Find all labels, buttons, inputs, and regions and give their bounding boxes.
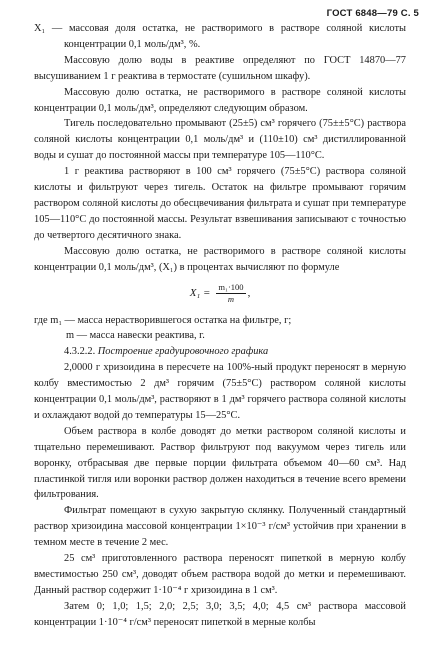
formula-numerator: m₁·100 (218, 282, 244, 292)
formula-x1 (34, 278, 406, 310)
formula-suffix: , (247, 286, 251, 299)
paragraph-chrysoidine-prep: 2,0000 г хризоидина в пересчете на 100%-ный продукт переносят в мерную колбу вместимостью 2 дм³ горячим (75±5°С) раствором соляной кислоты концентрации 0,1 моль/дм³, растворяют в 1 дм³ горячего раствора соляной кислоты и охлаждают водой до температуры 15—25°С. (34, 362, 406, 421)
paragraph-crucible-wash: Тигель последовательно промывают (25±5) см³ горячего (75±±5°С) раствора соляной кислоты концентрации 0,1 моль/дм³ и (110±10) см³ дистиллированной воды и сушат до постоянной массы при температуре 105—110°С. (34, 118, 406, 162)
paragraph-dissolve-reagent: 1 г реактива растворяют в 100 см³ горячего (75±5°С) раствора соляной кислоты и фильтруют через тигель. Остаток на фильтре промывают горячим раствором соляной кислоты до обесцвечивания фильтрата и сушат при температуре 105—110°С до постоянной массы. Результат взвешивания записывают с точностью до четвертого десятичного знака. (34, 166, 406, 241)
section-title: Построение градуировочного графика (97, 346, 269, 358)
where-m1: где m₁ — масса нерастворившегося остатка на фильтре, г; (34, 314, 292, 326)
paragraph-water-content: Массовую долю воды в реактиве определяют по ГОСТ 14870—77 высушиванием 1 г реактива в термостате (сушильном шкафу). (34, 54, 406, 82)
section-heading (34, 344, 406, 360)
formula-fraction (216, 282, 245, 305)
paragraph-filtration: Объем раствора в колбе доводят до метки раствором соляной кислоты и тщательно перемешивают. Раствор фильтруют под вакуумом через тигель или воронку, отбрасывая две первые порции фильтрата объемом 40—60 см³. Над пластинкой тигля или воронки раствор должен находиться в течение всего времени фильтрования. (34, 425, 406, 501)
paragraph-filtrate-storage: Фильтрат помещают в сухую закрытую склянку. Полученный стандартный раствор хризоидина массовой концентрации 1×10⁻³ г/см³ устойчив при хранении в темном месте в течение 2 мес. (34, 505, 406, 549)
document-body (34, 21, 406, 631)
formula-lhs: X₁ = (189, 286, 211, 299)
formula-denominator: m (227, 294, 235, 304)
paragraph-aliquots: Затем 0; 1,0; 1,5; 2,0; 2,5; 3,0; 3,5; 4,0; 4,5 см³ раствора массовой концентрации 1·10⁻⁴ г/см³ переносят пипеткой в мерные колбы (34, 600, 406, 628)
section-number: 4.3.2.2. (64, 346, 96, 358)
paragraph-dilution: 25 см³ приготовленного раствора переносят пипеткой в мерную колбу вместимостью 250 см³, доводят объем раствора водой до метки и перемешивают. Данный раствор содержит 1·10⁻⁴ г хризоидина в 1 см³. (34, 553, 406, 596)
paragraph-residue-method-intro: Массовую долю остатка, не растворимого в растворе соляной кислоты концентрации 0,1 моль/дм³, определяют следующим образом. (34, 86, 406, 114)
where-m: m — масса навески реактива, г. (66, 330, 205, 342)
paragraph-definition-x1: X₁ — массовая доля остатка, не растворимого в растворе соляной кислоты концентрации 0,1 моль/дм³, %. (34, 23, 406, 50)
paragraph-formula-intro: Массовую долю остатка, не растворимого в растворе соляной кислоты концентрации 0,1 моль/дм³, (X₁) в процентах вычисляют по формуле (34, 245, 406, 273)
page-header: ГОСТ 6848—79 С. 5 (326, 8, 419, 19)
